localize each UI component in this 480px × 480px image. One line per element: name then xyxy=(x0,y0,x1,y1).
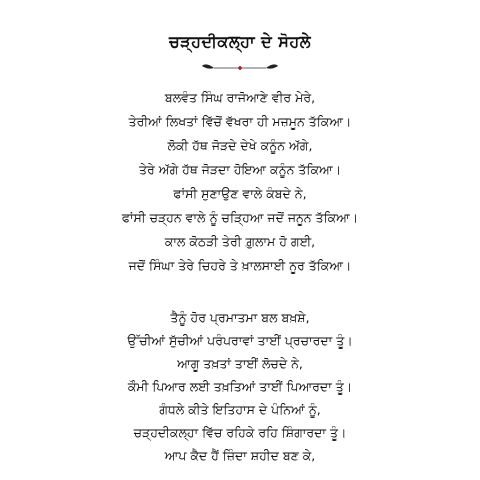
verse-line: ਚੜ੍ਹਦੀਕਲ੍ਹਾ ਵਿੱਚ ਰਹਿਕੇ ਰਹਿ ਸ਼ਿੰਗਾਰਦਾ ਤੂੰ। xyxy=(133,425,347,440)
verse-line: ਆਗੂ ਤਖ਼ਤਾਂ ਤਾਈਂ ਲੋਚਦੇ ਨੇ, xyxy=(177,356,303,371)
leaf-divider-icon xyxy=(200,60,280,76)
verse-line: ਤੇਰੀਆਂ ਲਿਖਤਾਂ ਵਿੱਚੋਂ ਵੱਖਰਾ ਹੀ ਮਜ਼ਮੂਨ ਤੱਕਿਆ। xyxy=(128,114,352,129)
verse-line: ਕੌਮੀ ਪਿਆਰ ਲਈ ਤਖ਼ਤਿਆਂ ਤਾਈਂ ਪਿਆਰਦਾ ਤੂੰ। xyxy=(127,379,353,394)
verse-line: ਫਾਂਸੀ ਚੜ੍ਹਨ ਵਾਲੇ ਨੂੰ ਚੜ੍ਹਿਆ ਜਦੋਂ ਜਨੂਨ ਤੱਕਿਆ। xyxy=(121,210,359,225)
verse-line: ਫਾਂਸੀ ਸੁਣਾਉਣ ਵਾਲੇ ਕੰਬਦੇ ਨੇ, xyxy=(173,186,307,201)
verse-line: ਗੰਧਲੇ ਕੀਤੇ ਇਤਿਹਾਸ ਦੇ ਪੰਨਿਆਂ ਨੂੰ, xyxy=(159,402,321,417)
verse-line: ਉੱਚੀਆਂ ਸੁੱਚੀਆਂ ਪਰੰਪਰਾਵਾਂ ਤਾਈਂ ਪ੍ਰਚਾਰਦਾ ਤੂੰ। xyxy=(127,333,353,348)
poem-title: ਚੜ੍ਹਦੀਕਲ੍ਹਾ ਦੇ ਸੋਹਲੇ xyxy=(168,32,312,51)
verse-line: ਕਾਲ ਕੋਠੜੀ ਤੇਰੀ ਗ਼ੁਲਾਮ ਹੋ ਗਈ, xyxy=(164,234,316,249)
verse-line: ਤੈਨੂੰ ਹੋਰ ਪ੍ਰਮਾਤਮਾ ਬਲ ਬਖ਼ਸ਼ੇ, xyxy=(170,310,310,325)
verse-line: ਬਲਵੰਤ ਸਿੰਘ ਰਾਜੋਆਣੇ ਵੀਰ ਮੇਰੇ, xyxy=(164,90,316,105)
verse-line: ਤੇਰੇ ਅੱਗੇ ਹੱਥ ਜੋੜਦਾ ਹੋਇਆ ਕਨੂੰਨ ਤੱਕਿਆ। xyxy=(139,162,341,177)
verse-line: ਜਦੋਂ ਸਿੰਘਾ ਤੇਰੇ ਚਿਹਰੇ ਤੇ ਖ਼ਾਲਸਾਈ ਨੂਰ ਤੱਕਿਆ। xyxy=(128,258,352,273)
verse-line: ਲੋਕੀ ਹੱਥ ਜੋੜਦੇ ਦੇਖੇ ਕਨੂੰਨ ਅੱਗੇ, xyxy=(167,138,313,153)
verse-line: ਆਪ ਕੈਦ ਹੈਂ ਜ਼ਿੰਦਾ ਸ਼ਹੀਦ ਬਣ ਕੇ, xyxy=(164,448,316,463)
